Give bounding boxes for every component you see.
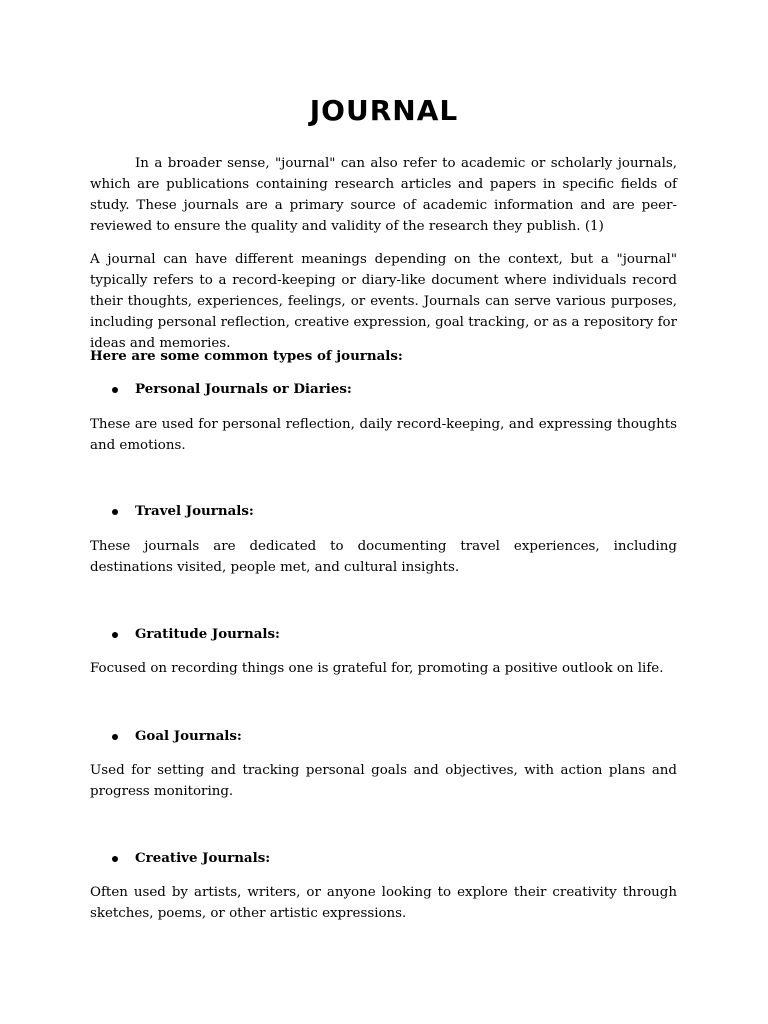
type-name: Goal Journals: [135,728,242,744]
list-item [112,848,270,869]
type-description: Often used by artists, writers, or anyone looking to explore their creativity through sketches, poems, or other artistic expressions. [90,885,677,921]
bullet-icon [112,387,118,393]
type-name: Personal Journals or Diaries: [135,381,352,397]
list-item [112,501,254,522]
types-heading: Here are some common types of journals: [90,348,403,364]
bullet-icon [112,734,118,740]
type-description: These are used for personal reflection, daily record-keeping, and expressing thoughts and emotions. [90,417,677,453]
type-name: Gratitude Journals: [135,626,280,642]
bullet-icon [112,856,118,862]
bullet-icon [112,509,118,515]
type-description: Focused on recording things one is grateful for, promoting a positive outlook on life. [90,661,664,676]
bullet-icon [112,632,118,638]
type-description: These journals are dedicated to documenting travel experiences, including destinations visited, people met, and cultural insights. [90,539,677,575]
list-item [112,379,352,400]
type-name: Travel Journals: [135,503,254,519]
type-description: Used for setting and tracking personal goals and objectives, with action plans and progress monitoring. [90,763,677,799]
list-item [112,726,242,747]
document-title: JOURNAL [309,94,459,127]
intro-paragraph-academic: In a broader sense, "journal" can also refer to academic or scholarly journals, which are publications containing research articles and papers in specific fields of study. These journals are a primary source of academic information and are peer-reviewed to ensure the quality and validity of the research they publish. (1) [90,156,677,234]
type-name: Creative Journals: [135,850,271,866]
list-item [112,624,280,645]
intro-paragraph-definition: A journal can have different meanings depending on the context, but a "journal" typically refers to a record-keeping or diary-like document where individuals record their thoughts, experiences, feelings, or events. Journals can serve various purposes, including personal reflection, creative expression, goal tracking, or as a repository for ideas and memories. [90,252,677,351]
